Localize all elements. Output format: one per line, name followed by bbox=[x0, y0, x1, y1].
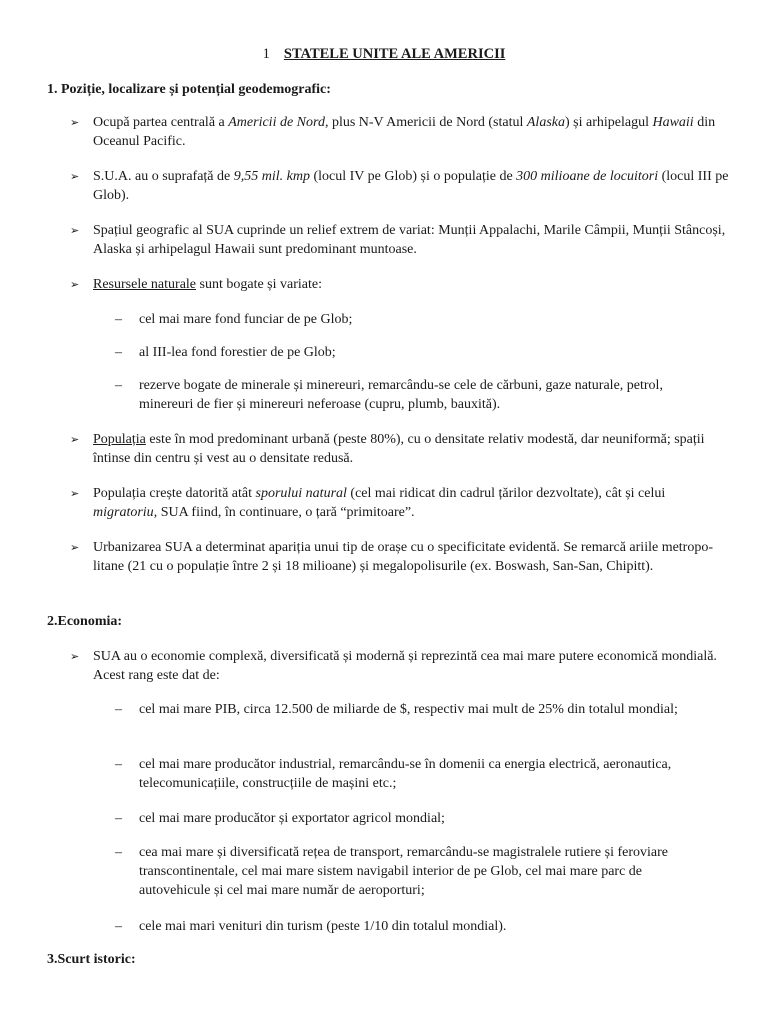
dash-text: cea mai mare și diversificată rețea de transport, remarcându-se magistralele rutiere și feroviare transcontinentale, cel mai mare sistem navigabil interior de pe Glob, cel mai mare parc de autovehicule și cel mai mare număr de aeroporturi; bbox=[139, 845, 669, 898]
bullet-item bbox=[70, 167, 730, 205]
dash-mark: – bbox=[115, 757, 122, 772]
dash-item bbox=[115, 843, 715, 900]
dash-mark: – bbox=[115, 312, 122, 327]
bullet-text: Resursele naturale sunt bogate și variate: bbox=[93, 277, 322, 292]
arrow-bullet-icon: ➢ bbox=[70, 278, 80, 291]
dash-mark: – bbox=[115, 378, 122, 393]
section-heading-2: 2.Economia: bbox=[47, 614, 123, 629]
arrow-bullet-icon: ➢ bbox=[70, 224, 80, 237]
bullet-item bbox=[70, 113, 730, 151]
bullet-item bbox=[70, 538, 730, 576]
bullet-item bbox=[70, 275, 730, 294]
dash-item bbox=[115, 755, 715, 793]
bullet-item bbox=[70, 647, 730, 685]
arrow-bullet-icon: ➢ bbox=[70, 487, 80, 500]
section-heading-1: 1. Poziție, localizare și potențial geodemografic: bbox=[47, 82, 331, 97]
dash-mark: – bbox=[115, 702, 122, 717]
bullet-text: SUA au o economie complexă, diversificată și modernă și reprezintă cea mai mare putere economică mondială. Acest rang este dat de: bbox=[93, 649, 717, 683]
bullet-text: Ocupă partea centrală a Americii de Nord, plus N-V Americii de Nord (statul Alaska) și arhipelagul Hawaii din Oceanul Pacific. bbox=[93, 115, 716, 149]
arrow-bullet-icon: ➢ bbox=[70, 433, 80, 446]
dash-item bbox=[115, 700, 715, 719]
dash-item bbox=[115, 310, 715, 329]
dash-text: cel mai mare producător industrial, remarcându-se în domenii ca energia electrică, aeronautica, telecomunicațiile, construcțiile de mașini etc.; bbox=[139, 757, 672, 791]
dash-item bbox=[115, 917, 715, 936]
dash-text: cel mai mare PIB, circa 12.500 de miliarde de $, respectiv mai mult de 25% din totalul mondial; bbox=[139, 702, 678, 717]
bullet-text: Urbanizarea SUA a determinat apariția unui tip de orașe cu o specificitate evidentă. Se remarcă ariile metropo-litane (21 cu o populație între 2 și 18 milioane) și megalopolisurile (ex. Boswash, San-San, Chipitt). bbox=[93, 540, 714, 574]
bullet-text: S.U.A. au o suprafață de 9,55 mil. kmp (locul IV pe Glob) și o populație de 300 milioane de locuitori (locul III pe Glob). bbox=[93, 169, 729, 203]
dash-item bbox=[115, 809, 715, 828]
dash-item bbox=[115, 376, 715, 414]
dash-text: cele mai mari venituri din turism (peste 1/10 din totalul mondial). bbox=[139, 919, 507, 934]
page-title bbox=[0, 45, 768, 64]
dash-mark: – bbox=[115, 811, 122, 826]
bullet-text: Populația crește datorită atât sporului natural (cel mai ridicat din cadrul țărilor dezvoltate), cât și celui migratoriu, SUA fiind, în continuare, o țară “primitoare”. bbox=[93, 486, 666, 520]
arrow-bullet-icon: ➢ bbox=[70, 541, 80, 554]
bullet-text: Spațiul geografic al SUA cuprinde un relief extrem de variat: Munții Appalachi, Marile Câmpii, Munții Stâncoși, Alaska și arhipelagul Hawaii sunt predominant muntoase. bbox=[93, 223, 726, 257]
title-number: 1 bbox=[262, 46, 270, 62]
arrow-bullet-icon: ➢ bbox=[70, 650, 80, 663]
dash-text: rezerve bogate de minerale și minereuri, remarcându-se cele de cărbuni, gaze naturale, petrol, minereuri de fier și minereuri neferoase (cupru, plumb, bauxită). bbox=[139, 378, 663, 412]
section-heading-3: 3.Scurt istoric: bbox=[47, 952, 136, 967]
bullet-item bbox=[70, 221, 730, 259]
dash-text: cel mai mare fond funciar de pe Glob; bbox=[139, 312, 353, 327]
dash-text: cel mai mare producător și exportator agricol mondial; bbox=[139, 811, 445, 826]
dash-mark: – bbox=[115, 345, 122, 360]
arrow-bullet-icon: ➢ bbox=[70, 116, 80, 129]
title-text: STATELE UNITE ALE AMERICII bbox=[283, 46, 506, 62]
bullet-text: Populația este în mod predominant urbană (peste 80%), cu o densitate relativ modestă, dar neuniformă; spații întinse din centru și vest au o densitate redusă. bbox=[93, 432, 705, 466]
dash-mark: – bbox=[115, 845, 122, 860]
dash-text: al III-lea fond forestier de pe Glob; bbox=[139, 345, 336, 360]
bullet-item bbox=[70, 430, 730, 468]
bullet-item bbox=[70, 484, 730, 522]
dash-mark: – bbox=[115, 919, 122, 934]
arrow-bullet-icon: ➢ bbox=[70, 170, 80, 183]
dash-item bbox=[115, 343, 715, 362]
